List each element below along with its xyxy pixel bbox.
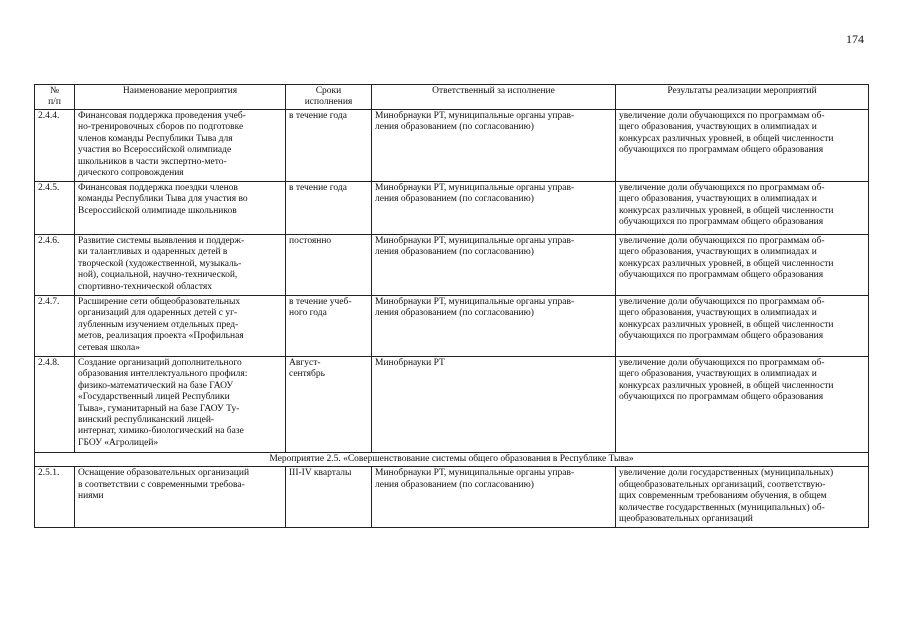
measure-terms: в течение года <box>286 182 372 235</box>
measure-responsible: Минобрнауки РТ, муниципальные органы управ- ления образованием (по согласованию) <box>372 235 616 296</box>
measure-results: увеличение доли обучающихся по программам об- щего образования, участвующих в олимпиадах и конкурсах различных уровней, в общей численности обучающихся по программам общего образования <box>616 235 869 296</box>
measure-responsible: Минобрнауки РТ, муниципальные органы управ- ления образованием (по согласованию) <box>372 296 616 357</box>
measure-name: Создание организаций дополнительного образования интеллектуального профиля: физико-математический на базе ГАОУ «Государственный лицей Республики Тыва», гуманитарный на базе ГАОУ Ту- винский республиканский лицей- интернат, химико-биологический на базе ГБОУ «Агролицей» <box>75 357 286 453</box>
measures-table <box>34 84 869 528</box>
measure-name: Финансовая поддержка проведения учеб- но-тренировочных сборов по подготовке членов команды Республики Тыва для участия во Всероссийской олимпиаде школьников в части экспертно-мето- дического сопровождения <box>75 110 286 182</box>
row-number: 2.4.5. <box>35 182 75 235</box>
measure-name: Оснащение образовательных организаций в соответствии с современными требова- ниями <box>75 467 286 528</box>
measure-terms: Август- сентябрь <box>286 357 372 453</box>
row-number: 2.4.4. <box>35 110 75 182</box>
table-row <box>35 182 869 235</box>
measure-terms: в течение учеб- ного года <box>286 296 372 357</box>
row-number: 2.4.8. <box>35 357 75 453</box>
measure-results: увеличение доли обучающихся по программам об- щего образования, участвующих в олимпиадах и конкурсах различных уровней, в общей численности обучающихся по программам общего образования <box>616 182 869 235</box>
table-row <box>35 357 869 453</box>
measure-terms: в течение года <box>286 110 372 182</box>
measure-responsible: Минобрнауки РТ, муниципальные органы управ- ления образованием (по согласованию) <box>372 182 616 235</box>
header-num: № п/п <box>35 85 75 110</box>
measure-terms: III-IV кварталы <box>286 467 372 528</box>
table-row <box>35 296 869 357</box>
header-terms: Сроки исполнения <box>286 85 372 110</box>
measure-results: увеличение доли обучающихся по программам об- щего образования, участвующих в олимпиадах и конкурсах различных уровней, в общей численности обучающихся по программам общего образования <box>616 296 869 357</box>
header-name: Наименование мероприятия <box>75 85 286 110</box>
row-number: 2.4.7. <box>35 296 75 357</box>
page-number: 174 <box>846 32 864 46</box>
measure-responsible: Минобрнауки РТ, муниципальные органы управ- ления образованием (по согласованию) <box>372 110 616 182</box>
header-results: Результаты реализации мероприятий <box>616 85 869 110</box>
section-title: Мероприятие 2.5. «Совершенствование системы общего образования в Республике Тыва» <box>35 453 869 467</box>
table-header-row <box>35 85 869 110</box>
table-row <box>35 235 869 296</box>
measure-results: увеличение доли государственных (муниципальных) общеобразовательных организаций, соответствую- щих современным требованиям обучения, в общем количестве государственных (муниципальных) об- щеобразовательных организаций <box>616 467 869 528</box>
table-row <box>35 467 869 528</box>
measure-responsible: Минобрнауки РТ <box>372 357 616 453</box>
measure-name: Расширение сети общеобразовательных организаций для одаренных детей с уг- лубленным изучением отдельных пред- метов, реализация проекта «Профильная сетевая школа» <box>75 296 286 357</box>
measure-terms: постоянно <box>286 235 372 296</box>
measure-name: Финансовая поддержка поездки членов команды Республики Тыва для участия во Всероссийской олимпиаде школьников <box>75 182 286 235</box>
section-row <box>35 453 869 467</box>
row-number: 2.4.6. <box>35 235 75 296</box>
row-number: 2.5.1. <box>35 467 75 528</box>
measure-name: Развитие системы выявления и поддерж- ки талантливых и одаренных детей в творческой (художественной, музыкаль- ной), социальной, научно-технической, спортивно-технической областях <box>75 235 286 296</box>
measure-results: увеличение доли обучающихся по программам об- щего образования, участвующих в олимпиадах и конкурсах различных уровней, в общей численности обучающихся по программам общего образования <box>616 110 869 182</box>
measure-responsible: Минобрнауки РТ, муниципальные органы управ- ления образованием (по согласованию) <box>372 467 616 528</box>
header-responsible: Ответственный за исполнение <box>372 85 616 110</box>
table-row <box>35 110 869 182</box>
measure-results: увеличение доли обучающихся по программам об- щего образования, участвующих в олимпиадах и конкурсах различных уровней, в общей численности обучающихся по программам общего образования <box>616 357 869 453</box>
